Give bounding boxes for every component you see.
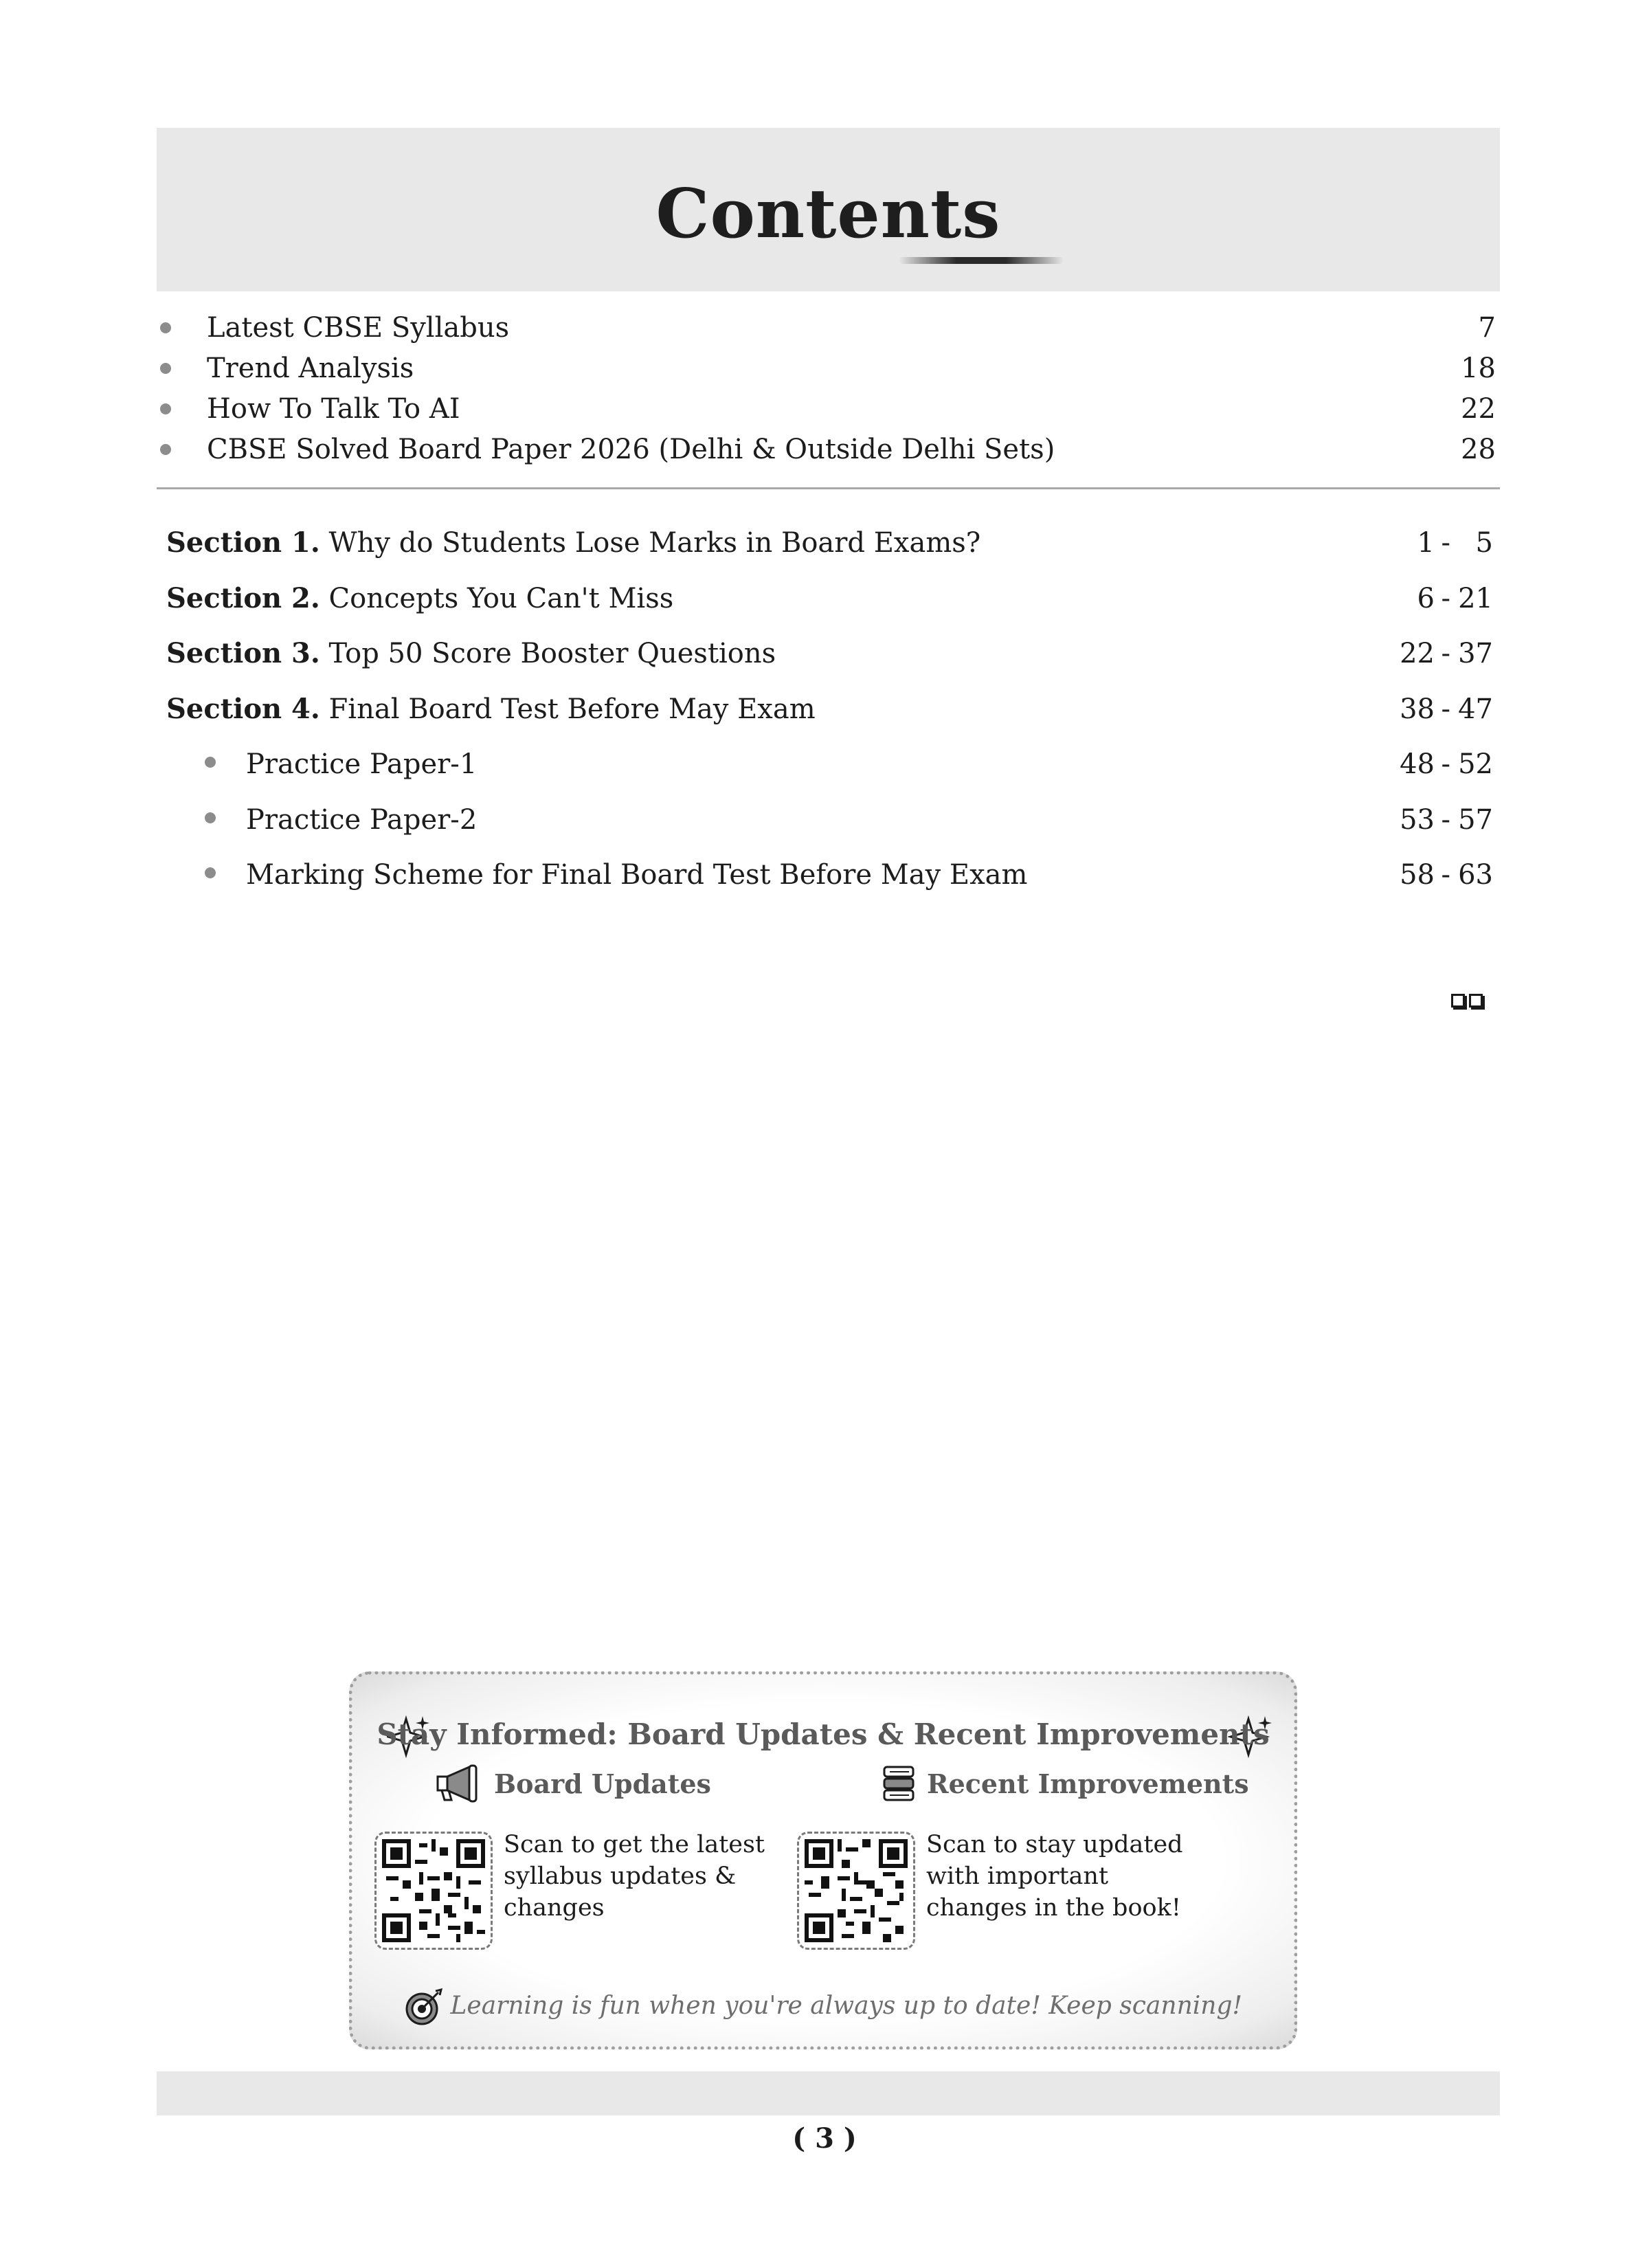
divider (157, 487, 1500, 489)
target-icon (404, 1988, 442, 2027)
page-dash: - (1441, 803, 1450, 836)
footer-tagline: Learning is fun when you're always up to date! Keep scanning! (450, 1992, 1242, 2020)
page-end: 47 (1458, 693, 1493, 725)
bullet (160, 403, 171, 414)
page-start: 53 (1400, 803, 1435, 836)
toc-item-page: 22 (1461, 393, 1496, 425)
bullet (205, 867, 216, 878)
section-number: Section 4. (166, 692, 320, 725)
page-dash: - (1441, 859, 1450, 891)
section-item[interactable] (157, 632, 1500, 687)
page-end: 21 (1458, 582, 1493, 614)
section-title: Why do Students Lose Marks in Board Exams? (328, 527, 981, 559)
toc-item-label: Trend Analysis (207, 353, 414, 384)
page-number: ( 3 ) (792, 2122, 857, 2155)
qr-code-icon (382, 1839, 485, 1942)
title-underline (899, 257, 1064, 264)
page-title: Contents (655, 175, 1001, 254)
page-end: 57 (1458, 803, 1493, 836)
bullet (205, 757, 216, 768)
toc-item[interactable] (157, 308, 1500, 348)
megaphone-icon (435, 1764, 483, 1803)
toc-item-page: 7 (1478, 312, 1496, 344)
info-box-footer (352, 1988, 1294, 2027)
footer-band (157, 2071, 1500, 2115)
toc-item[interactable] (157, 430, 1500, 470)
page-start: 38 (1400, 693, 1435, 725)
toc-item-label: Latest CBSE Syllabus (207, 312, 510, 344)
subsection-item[interactable] (157, 853, 1500, 909)
page-start: 48 (1400, 748, 1435, 780)
section-number: Section 2. (166, 581, 320, 614)
bullet (160, 363, 171, 374)
board-updates-qr-code[interactable] (374, 1832, 493, 1950)
page-start: 6 (1417, 582, 1435, 614)
info-box-title: Stay Informed: Board Updates & Recent Improvements (377, 1717, 1270, 1751)
updates-info-box (349, 1671, 1297, 2049)
sections-list (157, 521, 1500, 909)
toc-item-label: How To Talk To AI (207, 393, 460, 425)
subsection-title: Marking Scheme for Final Board Test Before May Exam (246, 859, 1028, 891)
page-dash: - (1441, 748, 1450, 780)
page-dash: - (1441, 693, 1450, 725)
bullet (205, 812, 216, 823)
front-matter-list (157, 308, 1500, 470)
bullet (160, 444, 171, 455)
page-end: 52 (1458, 748, 1493, 780)
section-title: Final Board Test Before May Exam (328, 693, 816, 725)
page-dash: - (1441, 582, 1450, 614)
square-icon (1469, 994, 1483, 1008)
page-start: 1 (1417, 527, 1435, 559)
page-dash: - (1441, 638, 1450, 669)
toc-item[interactable] (157, 389, 1500, 430)
section-number: Section 1. (166, 526, 320, 559)
recent-improvements-description: Scan to stay updated with important changes in the book! (926, 1831, 1183, 1922)
subsection-title: Practice Paper-1 (246, 748, 478, 780)
subsection-title: Practice Paper-2 (246, 803, 478, 836)
recent-improvements-qr-code[interactable] (797, 1832, 915, 1950)
toc-item[interactable] (157, 348, 1500, 389)
section-item[interactable] (157, 521, 1500, 577)
subsection-item[interactable] (157, 742, 1500, 798)
section-item[interactable] (157, 687, 1500, 743)
qr-code-icon (805, 1839, 908, 1942)
page-dash: - (1441, 527, 1450, 559)
board-updates-description: Scan to get the latest syllabus updates & changes (504, 1831, 765, 1922)
toc-item-label: CBSE Solved Board Paper 2026 (Delhi & Outside Delhi Sets) (207, 434, 1055, 465)
section-item[interactable] (157, 577, 1500, 632)
recent-improvements-heading (882, 1764, 1249, 1803)
page-end: 63 (1458, 859, 1493, 891)
board-updates-heading (435, 1764, 711, 1803)
toc-item-page: 18 (1461, 353, 1496, 384)
board-updates-label: Board Updates (494, 1768, 711, 1799)
section-number: Section 3. (166, 637, 320, 669)
subsection-item[interactable] (157, 798, 1500, 854)
contents-header (157, 128, 1500, 291)
bullet (160, 322, 171, 333)
toc-item-page: 28 (1461, 434, 1496, 465)
recent-improvements-label: Recent Improvements (927, 1768, 1249, 1799)
books-icon (882, 1764, 916, 1803)
end-of-section-mark (1451, 994, 1483, 1008)
page-end: 5 (1475, 527, 1493, 559)
section-title: Concepts You Can't Miss (328, 582, 674, 614)
page-start: 58 (1400, 859, 1435, 891)
page-end: 37 (1458, 638, 1493, 669)
page-start: 22 (1400, 638, 1435, 669)
square-icon (1451, 994, 1465, 1008)
section-title: Top 50 Score Booster Questions (328, 638, 776, 669)
